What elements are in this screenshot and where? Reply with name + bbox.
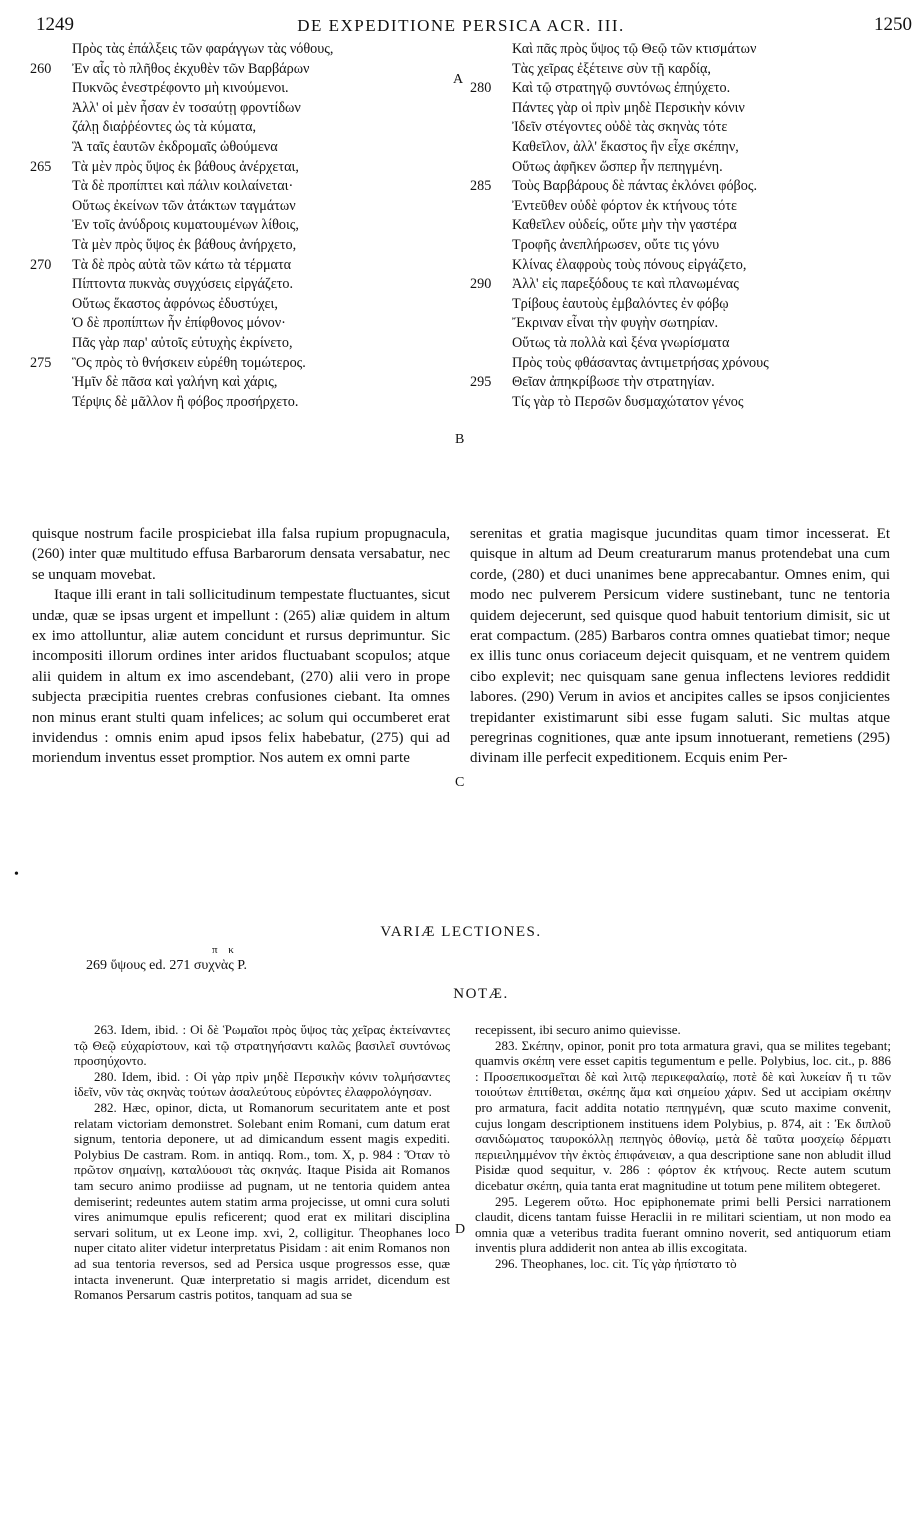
verse-line [470, 256, 910, 276]
verse-text: Θεῖαν ἀπηκρίβωσε τὴν στρατηγίαν. [512, 374, 715, 391]
verse-number: 270 [30, 256, 52, 273]
verse-line [30, 177, 450, 197]
verse-text: Οὕτως τὰ πολλὰ καὶ ξένα γνωρίσματα [512, 334, 730, 351]
verse-line [30, 138, 450, 158]
verse-line [30, 79, 450, 99]
verse-line [470, 177, 910, 197]
verse-line [30, 373, 450, 393]
verse-text: Ἐν αἷς τὸ πλῆθος ἐκχυθὲν τῶν Βαρβάρων [72, 60, 310, 77]
verse-text: Καθεῖλον, ἀλλ' ἕκαστος ἣν εἶχε σκέπην, [512, 138, 739, 155]
verse-text: Τὰ μὲν πρὸς ὕψος ἐκ βάθους ἀνήρχετο, [72, 236, 297, 253]
verse-text: Τοὺς Βαρβάρους δὲ πάντας ἐκλόνει φόβος. [512, 178, 758, 195]
verse-line [30, 354, 450, 374]
verse-text: Οὕτως ἀφῆκεν ὥσπερ ἦν πεπηγμένη. [512, 158, 723, 175]
page-title: DE EXPEDITIONE PERSICA ACR. III. [297, 16, 625, 35]
verse-line [470, 314, 910, 334]
verse-line [470, 393, 910, 413]
verse-line [470, 99, 910, 119]
verse-line [470, 197, 910, 217]
margin-mark-c: C [455, 775, 465, 790]
page-number-right: 1250 [874, 14, 912, 35]
margin-mark-a: A [453, 72, 464, 87]
verse-line [30, 314, 450, 334]
verse-text: Ἀλλ' οἱ μὲν ἦσαν ἐν τοσαύτῃ φροντίδων [72, 99, 301, 116]
verse-line [470, 236, 910, 256]
verse-line [30, 118, 450, 138]
note-paragraph: 263. Idem, ibid. : Οἱ δὲ Ῥωμαῖοι πρὸς ὕψος τὰς χεῖρας ἐκτείναντες τῷ Θεῷ εὐχαρίστουν, καὶ τῷ στρατηγήσαντι καλῶς βασιλεῖ συντόνως προσηύχοντο. [74, 1022, 450, 1069]
verse-text: Ἐν τοῖς ἀνύδροις κυματουμένων λίθοις, [72, 217, 299, 234]
verse-text: Κλίνας ἐλαφροὺς τοὺς πόνους εἰργάζετο, [512, 256, 747, 273]
verse-text: Πίπτοντα πυκνὰς συγχύσεις εἰργάζετο. [72, 276, 294, 293]
verse-text: Τίς γὰρ τὸ Περσῶν δυσμαχώτατον γένος [512, 393, 744, 410]
verse-line [470, 275, 910, 295]
variae-lectiones-heading: VARIÆ LECTIONES. [380, 924, 542, 940]
notes-column-right [475, 1022, 891, 1272]
verse-line [30, 216, 450, 236]
verse-text: Πυκνῶς ἐνεστρέφοντο μὴ κινούμενοι. [72, 80, 289, 97]
running-header [0, 14, 922, 38]
verse-line [470, 216, 910, 236]
verse-number: 275 [30, 354, 52, 371]
verse-number: 265 [30, 158, 52, 175]
margin-mark-b: B [455, 432, 465, 447]
verse-text: Ἔκριναν εἶναι τὴν φυγὴν σωτηρίαν. [512, 315, 719, 332]
note-paragraph: 282. Hæc, opinor, dicta, ut Romanorum securitatem ante et post relatam victoriam demonstret. Solebant enim Romani, cum datum erat signum, tentoria deponere, ut ad dimicandum essent magis expediti. Polybius De castram. Rom. in antiqq. Rom., tom. X, p. 984 : Ὅταν τὸ πρῶτον σημαίνῃ, καταλύουσι τὰς σκηνάς. Itaque Pisida ait Romanos tam securo animo prodiisse ad pugnam, ut ne tentoria quidem antea demiserint; redeuntes autem statim arma projecisse, ut omni cura soluti vires animumque epulis reficerent; quod erat ex militari disciplina servari solitum, ut ex Leone imp. xvi, 2, colligitur. Theophanes loco nuper citato aliter videtur interpretatus Pisidam : ait enim Romanos non ad sua tentoria reversos, sed ad Persica usque progressos esse, quæ intacta invenerunt. Quæ interpretatio si magis arridet, dicendum est Romanos Persarum castris potitos, tanquam ad sua se [74, 1099, 450, 1303]
verse-text: Τὰ μὲν πρὸς ὕψος ἐκ βάθους ἀνέρχεται, [72, 158, 299, 175]
verse-text: Ἰδεῖν στέγοντες οὐδὲ τὰς σκηνὰς τότε [512, 119, 728, 136]
verse-line [30, 99, 450, 119]
margin-bullet: • [14, 867, 19, 882]
verse-text: Τὰς χεῖρας ἐξέτεινε σὺν τῇ καρδίᾳ, [512, 60, 711, 77]
verse-line [30, 256, 450, 276]
latin-paragraph: serenitas et gratia magisque jucunditas quam timor incesserat. Et quisque in altum ad Deum creaturarum manus protendebat una cum corde, (280) et duci unanimes bene apprecabantur. Omnes enim, qui modo nec pulverem Persicum videre sustinebant, tunc ne tentoria quidem dejecerunt, sed quisque quod habuit tentorium dimisit, sic ut erat compactum. (285) Barbaros contra omnes quatiebat timor; neque ex illis tunc onus coriaceum dejecit quisquam, et ne ventrem quidem cibo explevit; nec quisquam sane genua inflectens leviores reddidit labores. (290) Verum in avios et ancipites calles se ipsos conjicientes trepidanter existimarunt sibi esse fugam saluti. Sic multas atque peregrinas cognitiones, quæ ante ipsum innotuerant, remetiens (295) divinam ille perfecit expeditionem. Ecquis enim Per- [470, 526, 890, 767]
verse-line [470, 79, 910, 99]
verse-number: 285 [470, 178, 492, 195]
verse-line [470, 60, 910, 80]
verse-text: Καὶ πᾶς πρὸς ὕψος τῷ Θεῷ τῶν κτισμάτων [512, 41, 757, 57]
note-paragraph: 283. Σκέπην, opinor, ponit pro tota armatura gravi, qua se milites tegebant; quamvis σκέπη vere esset capitis tegumentum e pelle. Polybius, loc. cit., p. 886 : Προσεπικοσμεῖται δὲ καὶ λιτῷ περικεφαλαίῳ, ποτὲ δὲ καὶ λυκείαν ἤ τι τῶν τοιούτων ἐπιτίθεται, σκέπης ἅμα καὶ σημείου χάριν. Sed ut accipiam σκέπην pro armatura, facit addita notatio πεπηγμένη, quæ scuto maxime convenit, cujus longam descriptionem instituens idem Polybius, p. 874, ait : Ἐκ διπλοῦ σανιδώματος ταυροκόλλῃ πεπηγὸς ὀθονίῳ, μετὰ δὲ ταῦτα μοσχείῳ δέρματι περιειλημμένον τὴν ἐκτὸς ἐπιφάνειαν, a qua descriptione sane non abludit illud Pisidæ quod sequitur, v. 286 : φόρτον ἐκ κτήνους. Recte autem scutum dicebatur σκέπη, quia tanta erat magnitudine ut totum pene militem obtegeret. [475, 1037, 891, 1193]
verse-text: Τροφῆς ἀνεπλήρωσεν, οὔτε τις γόνυ [512, 236, 720, 253]
verse-text: Τὰ δὲ πρὸς αὐτὰ τῶν κάτω τὰ τέρματα [72, 256, 292, 273]
note-paragraph: 296. Theophanes, loc. cit. Τίς γὰρ ἠπίστατο τὸ [495, 1255, 737, 1271]
verse-number: 290 [470, 276, 492, 293]
verse-line [30, 236, 450, 256]
latin-paragraph: quisque nostrum facile prospiciebat illa falsa rupium propugnacula, (260) inter quæ multitudo effusa Barbarorum densata versabatur, nec se unquam movebat. [32, 526, 450, 583]
verse-text: Πρὸς τὰς ἐπάλξεις τῶν φαράγγων τὰς νόθους, [72, 41, 334, 57]
verse-line [30, 158, 450, 178]
variant-readings: 269 ὕψους ed. 271 συχνὰς P. [86, 958, 248, 973]
verse-text: ζάλῃ διαῤῥέοντες ὡς τὰ κύματα, [72, 119, 257, 136]
verse-line [470, 40, 910, 60]
verse-number: 280 [470, 80, 492, 97]
notae-heading: NOTÆ. [453, 986, 509, 1002]
variant-superscript: π κ [212, 944, 238, 956]
verse-line [470, 295, 910, 315]
note-paragraph: 280. Idem, ibid. : Οἱ γὰρ πρὶν μηδὲ Περσικὴν κόνιν τολμήσαντες ἰδεῖν, νῦν τὰς σκηνὰς τούτων ἀσαλεύτους εὑρόντες ἐλαφρολόγησαν. [74, 1068, 450, 1100]
verse-line [470, 334, 910, 354]
verse-text: Ὁ δὲ προπίπτων ἦν ἐπίφθονος μόνον· [72, 315, 286, 332]
verse-text: Οὕτως ἕκαστος ἀφρόνως ἐδυστύχει, [72, 295, 278, 312]
notes-column-left [74, 1022, 450, 1303]
verse-text: Πρὸς τοὺς φθάσαντας ἀντιμετρήσας χρόνους [512, 354, 769, 371]
margin-mark-d: D [455, 1222, 466, 1237]
verse-line [30, 295, 450, 315]
latin-translation-right [470, 524, 890, 769]
verse-text: Οὕτως ἐκείνων τῶν ἀτάκτων ταγμάτων [72, 197, 296, 214]
verse-text: Τρίβους ἑαυτοὺς ἐμβαλόντες ἐν φόβῳ [512, 295, 729, 312]
verse-text: Ὃς πρὸς τὸ θνήσκειν εὑρέθη τομώτερος. [72, 354, 306, 371]
latin-paragraph: Itaque illi erant in tali sollicitudinum tempestate fluctuantes, sicut undæ, quæ se ipsas urgent et impellunt : (265) aliæ quidem in altum ex imo attolluntur, aliæ autem concidunt et rursus deprimuntur. Sic incompositi illorum ordines inter aridos fluctuabant scopulos; atque alii quidem in altum ex imo ascendebant, (270) alii vero in prope subjecta præcipitia ruentes crebras confusiones ciebant. Ita omnes non minus erant stulti quam infelices; ac solum qui occumberet erat invidendus : omnis enim apud ipsos felix habebatur, (275) qui ad moriendum inventus esset promptior. Nos autem ex omni parte [32, 587, 450, 767]
verse-line [470, 373, 910, 393]
note-paragraph: recepissent, ibi securo animo quievisse. [475, 1022, 681, 1037]
latin-translation-left [32, 524, 450, 769]
page-number-left: 1249 [36, 14, 74, 35]
verse-line [470, 138, 910, 158]
verse-line [470, 118, 910, 138]
verse-line [470, 354, 910, 374]
verse-text: Ἀλλ' εἰς παρεξόδους τε καὶ πλανωμένας [512, 276, 739, 293]
verse-text: Τὰ δὲ προπίπτει καὶ πάλιν κοιλαίνεται· [72, 178, 294, 195]
verse-text: Καθεῖλεν οὐδείς, οὔτε μὴν τὴν γαστέρα [512, 217, 737, 234]
verse-line [30, 40, 450, 60]
note-paragraph: 295. Legerem οὕτω. Hoc epiphonemate primi belli Persici narrationem claudit, dicens tantam fuisse Heraclii in re militari scientiam, ut non modo ea omnia quæ a veteribus tradita fuerant omnino noverit, sed antiquorum etiam inventis plura addiderit non antea ab illis excogitata. [475, 1193, 891, 1256]
verse-line [30, 275, 450, 295]
verse-text: Πᾶς γὰρ παρ' αὐτοῖς εὐτυχὴς ἐκρίνετο, [72, 334, 293, 351]
verse-text: Καὶ τῷ στρατηγῷ συντόνως ἐπηύχετο. [512, 80, 731, 97]
verse-text: Πάντες γὰρ οἱ πρὶν μηδὲ Περσικὴν κόνιν [512, 99, 745, 116]
greek-verse-column-right [470, 40, 910, 412]
verse-text: Ἡμῖν δὲ πᾶσα καὶ γαλήνη καὶ χάρις, [72, 374, 278, 391]
verse-text: Ἐντεῦθεν οὐδὲ φόρτον ἐκ κτήνους τότε [512, 197, 737, 214]
verse-text: Ἃ ταῖς ἑαυτῶν ἐκδρομαῖς ὠθούμενα [72, 138, 278, 155]
verse-number: 295 [470, 374, 492, 391]
verse-line [30, 60, 450, 80]
verse-number: 260 [30, 60, 52, 77]
verse-text: Τέρψις δὲ μᾶλλον ἢ φόβος προσήρχετο. [72, 393, 299, 410]
greek-verse-column-left [30, 40, 450, 412]
verse-line [470, 158, 910, 178]
verse-line [30, 393, 450, 413]
verse-line [30, 197, 450, 217]
verse-line [30, 334, 450, 354]
